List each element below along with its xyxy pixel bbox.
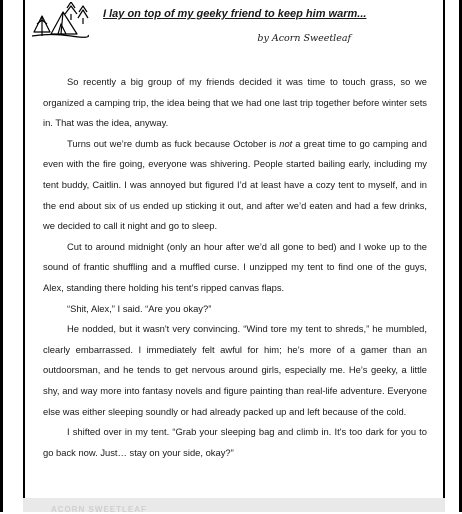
story-body bbox=[43, 72, 427, 463]
story-byline: by Acorn Sweetleaf bbox=[257, 33, 351, 44]
paragraph: He nodded, but it wasn't very convincing. “Wind tore my tent to shreds,” he mumbled, clearly embarrassed. I immediately felt awful for him; he’s more of a gamer than an outdoorsman, and he tends to get nervous around girls, especially me. He’s geeky, a little shy, and way more into fantasy novels and figure painting than real-life adventure. Everyone else was either sleeping soundly or had already packed up and left because of the cold. bbox=[43, 323, 427, 417]
footer-author: ACORN SWEETLEAF bbox=[51, 505, 147, 514]
paragraph: I shifted over in my tent. “Grab your sleeping bag and climb in. It's too dark for you to go back now. Just… stay on your side, okay?” bbox=[43, 426, 427, 458]
emphasis: not bbox=[279, 137, 293, 149]
paragraph: So recently a big group of my friends decided it was time to touch grass, so we organized a camping trip, the idea being that we had one last trip together before winter sets in. That was the idea, anyway. bbox=[43, 76, 427, 129]
paragraph: Turns out we’re dumb as fuck because October is not a great time to go camping and even with the fire going, everyone was shivering. People started bailing early, including my tent buddy, Caitlin. I was annoyed but figured I’d at least have a cozy tent to myself, and in the end about six of us ended up sticking it out, and after we’d eaten and had a few drinks, we decided to call it night and go to sleep. bbox=[43, 137, 427, 232]
paragraph: “Shit, Alex,” I said. “Are you okay?” bbox=[67, 302, 212, 314]
paragraph: Cut to around midnight (only an hour after we’d all gone to bed) and I woke up to the sound of frantic shuffling and a muffled curse. I unzipped my tent to find one of the guys, Alex, standing there holding his tent’s ripped canvas flaps. bbox=[43, 240, 427, 293]
camping-tent-trees-icon bbox=[31, 2, 89, 40]
story-title: I lay on top of my geeky friend to keep him warm... bbox=[103, 8, 367, 20]
